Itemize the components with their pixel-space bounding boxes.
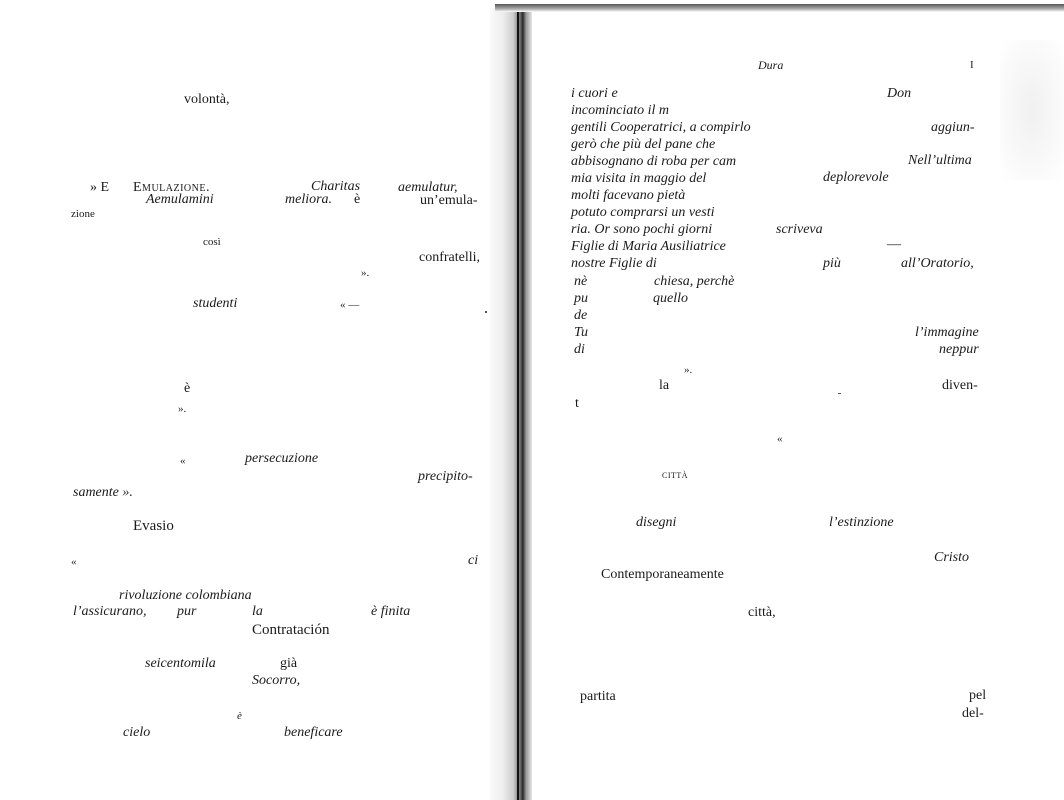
text-line: Charitas — [311, 179, 361, 194]
text-line: i cuori e — [571, 86, 618, 101]
text-line: de — [574, 308, 588, 323]
text-line: rivoluzione colombiana — [119, 588, 252, 603]
page-top-edge — [495, 4, 1064, 12]
text-line: la — [252, 604, 263, 619]
text-line: Don — [887, 86, 912, 101]
text-line: nostre Figlie di — [571, 256, 657, 271]
text-line: Evasio — [133, 518, 174, 534]
text-line: gerò che più del pane che — [571, 137, 716, 152]
text-line: gentili Cooperatrici, a compirlo — [571, 120, 751, 135]
text-line: nè — [574, 274, 588, 289]
text-line: mia visita in maggio del — [571, 171, 707, 186]
text-line: partita — [580, 689, 616, 704]
text-line: t — [575, 396, 579, 411]
text-line: un’emula- — [420, 193, 478, 208]
text-line: cielo — [123, 725, 151, 740]
text-line: ci — [468, 553, 479, 568]
text-line: all’Oratorio, — [901, 256, 974, 271]
text-line: ». — [361, 267, 370, 279]
scan-speck — [485, 311, 487, 313]
text-line: » E — [90, 180, 110, 195]
text-line: pu — [574, 291, 588, 306]
gutter-fold-line — [517, 8, 519, 800]
left-page — [0, 0, 500, 800]
text-line: pel — [969, 688, 987, 703]
text-line: volontà, — [184, 92, 230, 107]
text-line: ». — [178, 403, 187, 415]
text-line: è — [237, 710, 242, 722]
running-head: Dura — [758, 58, 784, 72]
page-number: I — [970, 59, 974, 71]
text-line: Figlie di Maria Ausiliatrice — [571, 239, 726, 254]
text-line: l’immagine — [915, 325, 979, 340]
section-heading: città — [662, 469, 689, 481]
text-line: deplorevole — [823, 170, 889, 185]
text-line: studenti — [193, 296, 238, 311]
text-line: aemulatur, — [398, 180, 458, 195]
text-line: l’estinzione — [829, 515, 894, 530]
text-line: pur — [177, 604, 197, 619]
text-line: quello — [653, 291, 688, 306]
text-line: molti facevano pietà — [571, 188, 686, 203]
text-line: più — [823, 256, 841, 271]
text-line: è finita — [371, 604, 411, 619]
text-line: potuto comprarsi un vesti — [571, 205, 715, 220]
text-line: Cristo — [934, 550, 970, 565]
text-line: incominciato il m — [571, 103, 669, 118]
text-line: diven- — [942, 378, 978, 393]
text-line: Contemporaneamente — [601, 567, 724, 582]
book-gutter — [490, 8, 532, 800]
text-line: ria. Or sono pochi giorni — [571, 222, 713, 237]
scan-speck — [838, 393, 841, 394]
scan-shadow — [1000, 40, 1064, 180]
text-line: abbisognano di roba per cam — [571, 154, 737, 169]
text-line: Contratación — [252, 622, 330, 638]
section-heading: Emulazione. — [133, 180, 210, 195]
text-line: precipito- — [418, 469, 473, 484]
text-line: confratelli, — [419, 250, 481, 265]
text-line: beneficare — [284, 725, 343, 740]
text-line: così — [203, 236, 221, 248]
text-line: chiesa, perchè — [654, 274, 735, 289]
text-line: Tu — [574, 325, 589, 340]
text-line: meliora. — [285, 192, 333, 207]
text-line: Nell’ultima — [908, 153, 972, 168]
text-line: la — [659, 378, 670, 393]
text-line: « — [777, 433, 783, 445]
text-line: « — [71, 556, 77, 568]
text-line: scriveva — [776, 222, 823, 237]
text-line: « — [180, 455, 186, 467]
text-line: disegni — [636, 515, 677, 530]
text-line: persecuzione — [245, 451, 319, 466]
text-line: samente ». — [73, 485, 133, 500]
text-line: già — [280, 656, 298, 671]
text-line: è — [354, 192, 361, 207]
text-line: Aemulamini — [146, 192, 214, 207]
text-line: è — [184, 381, 191, 396]
text-line: « — — [340, 299, 360, 311]
text-line: neppur — [939, 342, 979, 357]
text-line: aggiun- — [931, 120, 975, 135]
text-line: città, — [748, 605, 776, 620]
text-line: Socorro, — [252, 673, 301, 688]
text-line: zione — [71, 208, 95, 220]
text-line: di — [574, 342, 585, 357]
text-line: — — [887, 237, 901, 252]
text-line: l’assicurano, — [73, 604, 147, 619]
text-line: del- — [962, 706, 984, 721]
text-line: seicentomila — [145, 656, 216, 671]
text-line: ». — [684, 364, 693, 376]
